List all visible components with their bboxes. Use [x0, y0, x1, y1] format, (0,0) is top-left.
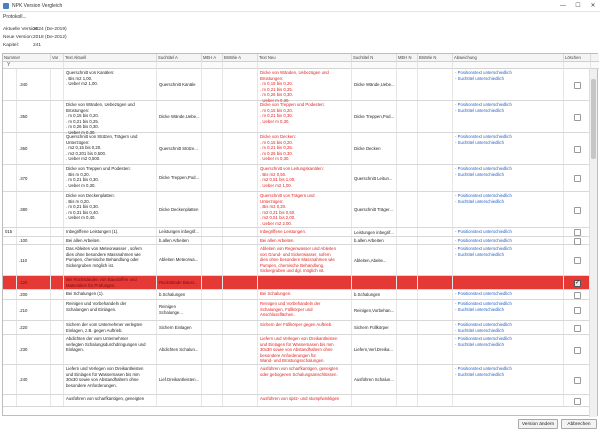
row-text-aktuell: Abdichten der vom Unternehmer verlegten Schalungsdurchdringungen und Einlagen. [64, 335, 157, 364]
row-biswie-n [418, 290, 453, 299]
row-meh-n [397, 365, 418, 394]
row-abweichung: - Positionstext unterschiedlich - Suchtitel unterschiedlich [453, 300, 564, 320]
maximize-button[interactable]: ☐ [575, 3, 581, 9]
info-neue-version [3, 35, 67, 40]
row-var [51, 192, 64, 227]
row-meh-a [202, 237, 223, 244]
delete-checkbox[interactable] [574, 325, 581, 332]
row-loeschen [564, 300, 591, 320]
row-biswie-n [418, 133, 453, 164]
row-text-aktuell: Das Ableiten von Meteorwasser , sofern dies ohne besondere Massnahmen wie Pumpen, chemische Behandlung oder Sickergruben möglich ist. [64, 245, 157, 275]
minimize-button[interactable]: — [560, 3, 566, 9]
row-nummer [3, 237, 17, 244]
row-var [51, 245, 64, 275]
row-suchtitel-a: Abdichten Schalun... [157, 335, 202, 364]
row-meh-n [397, 69, 418, 100]
table-row[interactable] [3, 237, 591, 245]
row-biswie-a [223, 165, 258, 191]
delete-checkbox[interactable] [574, 292, 581, 299]
title-bar [0, 0, 600, 12]
row-meh-n [397, 165, 418, 191]
row-position: .220 [17, 321, 51, 334]
row-position [17, 228, 51, 236]
kapitel-label: Kapitel: [3, 43, 19, 48]
row-biswie-a [223, 335, 258, 364]
row-suchtitel-n: b.allen Arbeiten [352, 237, 397, 244]
row-text-aktuell: Bei Schalungen (1). [64, 290, 157, 299]
row-meh-a [202, 69, 223, 100]
neue-version-label: Neue Version: [3, 35, 34, 40]
row-suchtitel-a [157, 395, 202, 406]
delete-checkbox[interactable]: ✓ [575, 279, 581, 286]
row-meh-n [397, 192, 418, 227]
row-abweichung: - Positionstext unterschiedlich - Suchtitel unterschiedlich [453, 245, 564, 275]
row-biswie-n [418, 245, 453, 275]
row-loeschen [564, 321, 591, 334]
info-aktuelle-version [3, 27, 67, 32]
row-var [51, 335, 64, 364]
row-abweichung: - Positionstext unterschiedlich - Suchtitel unterschiedlich [453, 165, 564, 191]
row-suchtitel-a: Dicke Wände,Uebe... [157, 101, 202, 132]
row-var [51, 228, 64, 236]
row-loeschen [564, 228, 591, 236]
info-kapitel [3, 43, 42, 48]
close-button[interactable]: ✕ [590, 3, 596, 9]
row-suchtitel-n [352, 276, 397, 289]
row-loeschen [564, 101, 591, 132]
col-header-nummer[interactable]: Nummer [3, 54, 51, 62]
filter-cell[interactable] [157, 62, 202, 69]
row-nummer [3, 165, 17, 191]
row-text-neu: Dicke von Wänden, Uebezügen und Brüstungen: . m 0,15 bis 0,20. . m 0,21 bis 0,25. . m 0,26 bis 0,30. . Ueber m 0,30. [258, 69, 352, 100]
table-row[interactable] [3, 335, 591, 365]
row-biswie-a [223, 192, 258, 227]
row-abweichung: - Positionstext unterschiedlich - Suchtitel unterschiedlich [453, 133, 564, 164]
row-biswie-n [418, 300, 453, 320]
delete-checkbox[interactable] [574, 175, 581, 182]
table-row[interactable] [3, 300, 591, 321]
table-row[interactable] [3, 321, 591, 335]
row-text-neu: Reinigen und Vorbehandeln der Schalungen, Füllkörper und Anschlussflächen. [258, 300, 352, 320]
row-loeschen [564, 192, 591, 227]
row-meh-n [397, 395, 418, 406]
row-meh-n [397, 300, 418, 320]
col-header-suchtitel-a[interactable]: Suchtitel A [157, 54, 202, 62]
col-header-var[interactable]: Var [51, 54, 64, 62]
row-var [51, 133, 64, 164]
filter-cell[interactable] [223, 62, 258, 69]
row-text-aktuell: Dicke von Wänden, Uebezügen und Brüstungen: . m 0,15 bis 0,20. . m 0,21 bis 0,25. . m 0,26 bis 0,30. . Ueber m 0,30. [64, 101, 157, 132]
table-row[interactable] [3, 101, 591, 133]
kapitel-value: 241 [33, 43, 42, 48]
row-suchtitel-n: Leistungen inbegrif... [352, 228, 397, 236]
row-suchtitel-a: b.Schalungen [157, 290, 202, 299]
row-text-aktuell: Querschnitt von Stützen, Trägern und Unterzügen: . m2 0,15 bis 0,20. . m2 0,201 bis 0,500. . Ueber m2 0,500. [64, 133, 157, 164]
aktuelle-version-value: 2024 (De-2019) [33, 27, 67, 32]
row-suchtitel-n: Ableiten,Abeite... [352, 245, 397, 275]
delete-checkbox[interactable] [574, 114, 581, 121]
row-meh-a [202, 192, 223, 227]
row-var [51, 321, 64, 334]
row-nummer [3, 395, 17, 406]
delete-checkbox[interactable] [574, 347, 581, 354]
row-position: .350 [17, 101, 51, 132]
row-meh-n [397, 276, 418, 289]
row-abweichung: - Positionstext unterschiedlich [453, 237, 564, 244]
row-meh-a [202, 321, 223, 334]
window-title: NPK Version Vergleich [12, 3, 63, 9]
row-text-neu: Ableiten von Regenwasser und Ableiten von Grund- und Sickerwasser, sofern dies ohne besondere Massnahmen wie Pumpen, chemische Behandlung, Sickergruben und dgl. möglich ist. [258, 245, 352, 275]
row-abweichung: - Positionstext unterschiedlich [453, 290, 564, 299]
filter-row [3, 62, 599, 69]
row-text-neu: Bei allen Arbeiten. [258, 237, 352, 244]
delete-checkbox[interactable] [574, 82, 581, 89]
row-meh-a [202, 395, 223, 406]
aktuelle-version-label: Aktuelle Version: [3, 27, 39, 32]
row-meh-n [397, 335, 418, 364]
row-var [51, 276, 64, 289]
row-loeschen [564, 395, 591, 406]
filter-cell[interactable] [258, 62, 352, 69]
row-suchtitel-n: Ausführen Schalun... [352, 365, 397, 394]
row-suchtitel-n: Sichern Füllkörper [352, 321, 397, 334]
row-loeschen [564, 290, 591, 299]
delete-checkbox[interactable] [574, 238, 581, 245]
row-meh-a [202, 290, 223, 299]
filter-cell[interactable] [352, 62, 397, 69]
row-text-aktuell: Liefern und Verlegen von Dreikantleisten und Einlagen für Wassernasen bis mm 30x30 sowie von Abstandhaltern ohne besondere Anforderungen. [64, 365, 157, 394]
row-biswie-a [223, 228, 258, 236]
row-loeschen [564, 165, 591, 191]
filter-cell[interactable] [397, 62, 418, 69]
comparison-grid[interactable] [2, 53, 598, 416]
row-nummer [3, 290, 17, 299]
row-text-aktuell: Sichern der vom Unternehmer verlegten Einlagen, z.B. gegen Auftrieb. [64, 321, 157, 334]
row-meh-n [397, 228, 418, 236]
table-row[interactable] [3, 245, 591, 276]
table-row[interactable] [3, 69, 591, 101]
row-abweichung: - Positionstext unterschiedlich - Suchtitel unterschiedlich [453, 335, 564, 364]
row-position: .340 [17, 69, 51, 100]
row-biswie-a [223, 365, 258, 394]
delete-checkbox[interactable] [574, 257, 581, 264]
row-meh-a [202, 365, 223, 394]
row-biswie-n [418, 228, 453, 236]
app-icon [3, 3, 9, 9]
row-meh-a [202, 101, 223, 132]
row-abweichung: - Positionstext unterschiedlich - Suchtitel unterschiedlich [453, 192, 564, 227]
row-text-aktuell: Ausführen von scharfkantigen, geneigten [64, 395, 157, 406]
row-text-aktuell: Inbegriffene Leistungen (1). [64, 228, 157, 236]
col-header-biswie-a[interactable]: BIsWie A [223, 54, 258, 62]
row-abweichung [453, 395, 564, 406]
row-abweichung: - Positionstext unterschiedlich - Suchtitel unterschiedlich [453, 365, 564, 394]
row-suchtitel-a: Dicke Deckenplatten [157, 192, 202, 227]
row-suchtitel-n [352, 395, 397, 406]
table-row[interactable] [3, 365, 591, 395]
row-biswie-a [223, 101, 258, 132]
row-biswie-a [223, 133, 258, 164]
row-biswie-n [418, 69, 453, 100]
row-biswie-a [223, 245, 258, 275]
col-header-meh-a[interactable]: MEH A [202, 54, 223, 62]
row-suchtitel-a: b.allen Arbeiten [157, 237, 202, 244]
table-row[interactable] [3, 395, 591, 407]
row-suchtitel-a: Leistungen inbegrif... [157, 228, 202, 236]
delete-checkbox[interactable] [574, 377, 581, 384]
filter-cell[interactable] [202, 62, 223, 69]
menu-bar [0, 13, 600, 22]
row-text-aktuell: Bei allen Arbeiten. [64, 237, 157, 244]
row-meh-a [202, 228, 223, 236]
row-nummer [3, 365, 17, 394]
row-nummer [3, 192, 17, 227]
row-var [51, 165, 64, 191]
row-biswie-n [418, 321, 453, 334]
row-biswie-n [418, 101, 453, 132]
row-suchtitel-n: Dicke Decken [352, 133, 397, 164]
row-text-neu: Ausführen von spitz- und stumpfwinkligen [258, 395, 352, 406]
row-loeschen [564, 276, 591, 289]
row-biswie-n [418, 192, 453, 227]
delete-checkbox[interactable] [574, 398, 581, 405]
row-loeschen [564, 69, 591, 100]
row-loeschen [564, 237, 591, 244]
col-header-text-aktuell[interactable]: Text Aktuell [64, 54, 157, 62]
row-suchtitel-a: Ableiten Meteorwa... [157, 245, 202, 275]
row-suchtitel-a: Querschnitt Stütze... [157, 133, 202, 164]
row-meh-n [397, 321, 418, 334]
row-text-aktuell: Bei Rückständen von Baustoffen und Materialien für Prüfungen. [64, 276, 157, 289]
row-text-neu [258, 276, 352, 289]
row-suchtitel-n: Querschnitt Leitun... [352, 165, 397, 191]
row-nummer [3, 245, 17, 275]
row-biswie-n [418, 237, 453, 244]
row-var [51, 290, 64, 299]
row-loeschen [564, 133, 591, 164]
abbrechen-button[interactable]: Abbrechen [561, 419, 597, 429]
filter-cell[interactable] [51, 62, 64, 69]
row-loeschen [564, 335, 591, 364]
delete-checkbox[interactable] [574, 207, 581, 214]
filter-cell[interactable] [564, 62, 591, 69]
funnel-icon[interactable]: Y [7, 62, 11, 68]
row-position: .370 [17, 165, 51, 191]
row-var [51, 300, 64, 320]
row-position: .380 [17, 192, 51, 227]
row-nummer [3, 101, 17, 132]
version-aendern-button[interactable]: Version ändern [518, 419, 558, 429]
row-biswie-n [418, 165, 453, 191]
table-row[interactable] [3, 165, 591, 192]
row-nummer [3, 133, 17, 164]
row-position: .200 [17, 290, 51, 299]
row-abweichung [453, 276, 564, 289]
table-row[interactable] [3, 276, 591, 290]
row-text-neu: Inbegriffene Leistungen. [258, 228, 352, 236]
row-meh-n [397, 101, 418, 132]
row-text-aktuell: Dicke von Treppen und Podesten: . Bis m 0,20. . m 0,21 bis 0,30. . Ueber m 0,30. [64, 165, 157, 191]
row-position: .120 [17, 276, 51, 289]
neue-version-value: 2018 (De-2012) [33, 35, 67, 40]
row-meh-a [202, 276, 223, 289]
row-suchtitel-a: Rückstände Baust... [157, 276, 202, 289]
row-var [51, 101, 64, 132]
row-position: .100 [17, 237, 51, 244]
filter-cell[interactable] [418, 62, 453, 69]
row-text-neu: Querschnitt von Leitungskanälen: . Bis m2 0,50. . m2 0,51 bis 1,00. . Ueber m2 1,00. [258, 165, 352, 191]
row-biswie-n [418, 395, 453, 406]
row-meh-a [202, 165, 223, 191]
col-header-loeschen[interactable]: Löschen [564, 54, 591, 62]
row-text-neu: Ausführen von scharfkantigen, geneigten oder gebogenen Schalungsanschlüssen. [258, 365, 352, 394]
row-nummer [3, 276, 17, 289]
row-biswie-a [223, 237, 258, 244]
row-meh-a [202, 300, 223, 320]
row-position: .360 [17, 133, 51, 164]
row-nummer [3, 69, 17, 100]
table-row[interactable] [3, 290, 591, 300]
row-suchtitel-n: Liefern,Verl.Dreika... [352, 335, 397, 364]
delete-checkbox[interactable] [574, 146, 581, 153]
row-meh-a [202, 133, 223, 164]
row-var [51, 69, 64, 100]
row-text-aktuell: Querschnitt von Kanälen: . Bis m2 1,00. . Ueber m2 1,00. [64, 69, 157, 100]
col-header-abweichung[interactable]: Abweichung [453, 54, 564, 62]
row-position: .240 [17, 365, 51, 394]
row-text-neu: Querschnitt von Trägern und Unterzügen: . Bis m2 0,20. . m2 0,21 bis 0,50. . m2 0,51 bis 2,00. . Ueber m2 2,00. [258, 192, 352, 227]
row-nummer [3, 321, 17, 334]
row-biswie-a [223, 300, 258, 320]
row-loeschen [564, 365, 591, 394]
col-header-suchtitel-n[interactable]: Suchtitel N [352, 54, 397, 62]
row-text-neu: Dicke von Treppen und Podesten: . m 0,15 bis 0,20. . m 0,21 bis 0,30. . Ueber m 0,30. [258, 101, 352, 132]
grid-body [3, 69, 591, 417]
row-text-neu: Dicke von Decken: . m 0,15 bis 0,20. . m 0,21 bis 0,25. . m 0,26 bis 0,30. . Ueber m 0,30. [258, 133, 352, 164]
row-var [51, 395, 64, 406]
row-nummer [3, 335, 17, 364]
row-suchtitel-n: Reinigen,Vorbehan... [352, 300, 397, 320]
row-nummer [3, 300, 17, 320]
table-row[interactable] [3, 192, 591, 228]
row-biswie-a [223, 276, 258, 289]
row-suchtitel-n: Dicke Wände,Uebe... [352, 69, 397, 100]
delete-checkbox[interactable] [574, 307, 581, 314]
grid-header [3, 54, 599, 62]
table-row[interactable] [3, 133, 591, 165]
vertical-scrollbar[interactable] [589, 69, 597, 417]
row-biswie-n [418, 365, 453, 394]
row-biswie-n [418, 276, 453, 289]
row-loeschen [564, 245, 591, 275]
row-suchtitel-n: Dicke Treppen,Pod... [352, 101, 397, 132]
row-meh-n [397, 245, 418, 275]
menu-protokoll[interactable]: Protokoll... [3, 14, 27, 20]
row-var [51, 365, 64, 394]
row-suchtitel-a: Querschnitt Kanäle [157, 69, 202, 100]
col-header-text-neu[interactable]: Text Neu [258, 54, 352, 62]
row-meh-n [397, 237, 418, 244]
row-suchtitel-n: b.Schalungen [352, 290, 397, 299]
scrollbar-thumb[interactable] [591, 79, 596, 159]
col-header-meh-n[interactable]: MEH N [397, 54, 418, 62]
row-meh-n [397, 290, 418, 299]
row-biswie-n [418, 335, 453, 364]
row-text-aktuell: Dicke von Deckenplatten: . Bis m 0,20. . m 0,21 bis 0,30. . m 0,31 bis 0,40. . Ueber m 0,40. [64, 192, 157, 227]
row-abweichung: - Positionstext unterschiedlich [453, 228, 564, 236]
row-suchtitel-a: Dicke Treppen,Pod... [157, 165, 202, 191]
row-biswie-a [223, 69, 258, 100]
row-var [51, 237, 64, 244]
row-meh-n [397, 133, 418, 164]
row-abweichung: - Positionstext unterschiedlich - Suchtitel unterschiedlich [453, 101, 564, 132]
row-abweichung: - Positionstext unterschiedlich - Suchtitel unterschiedlich [453, 321, 564, 334]
filter-cell[interactable] [453, 62, 564, 69]
row-text-aktuell: Reinigen und Vorbehandeln der Schalungen und Einlagen. [64, 300, 157, 320]
row-meh-a [202, 245, 223, 275]
row-position [17, 395, 51, 406]
table-row[interactable] [3, 228, 591, 237]
row-biswie-a [223, 290, 258, 299]
row-position: .110 [17, 245, 51, 275]
delete-checkbox[interactable] [574, 229, 581, 236]
col-header-biswie-n[interactable]: BIsWie N [418, 54, 453, 62]
row-suchtitel-a: Sichern Einlagen [157, 321, 202, 334]
row-biswie-a [223, 321, 258, 334]
row-nummer: 015 [3, 228, 17, 236]
row-text-neu: Bei Schalungen. [258, 290, 352, 299]
row-suchtitel-a: Lief.Dreikantleisten... [157, 365, 202, 394]
row-meh-a [202, 335, 223, 364]
row-suchtitel-a: Reinigen Schalunge... [157, 300, 202, 320]
row-biswie-a [223, 395, 258, 406]
row-position: .230 [17, 335, 51, 364]
row-text-neu: Sichern der Füllkörper gegen Auftrieb. [258, 321, 352, 334]
row-text-neu: Liefern und Verlegen von Dreikantleisten und Einlagen für Wassernasen bis mm 30x30 sowie von Abstandhaltern ohne besondere Anforderungen für Wand- und Brüstungsschalungen. [258, 335, 352, 364]
row-abweichung: - Positionstext unterschiedlich - Suchtitel unterschiedlich [453, 69, 564, 100]
filter-cell[interactable] [64, 62, 157, 69]
row-position: .210 [17, 300, 51, 320]
row-suchtitel-n: Querschnitt Träger... [352, 192, 397, 227]
